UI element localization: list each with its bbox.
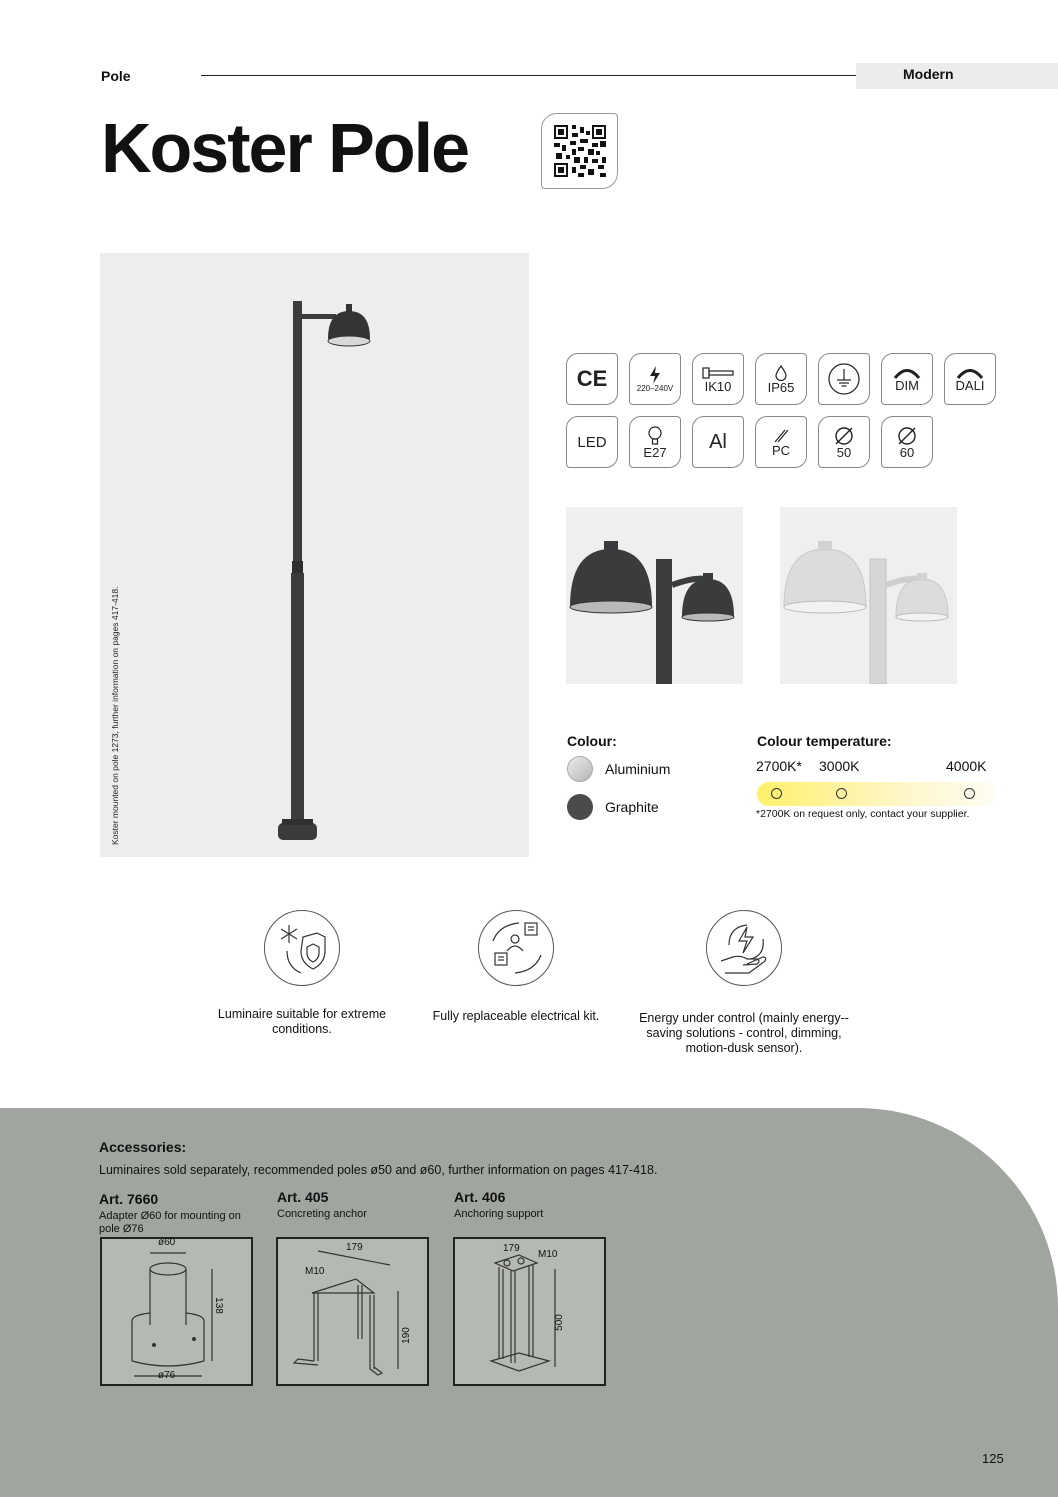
art-7660-dim-height: 138: [212, 1297, 224, 1314]
diameter-symbol-icon: [897, 426, 917, 446]
ip65-icon: [755, 353, 807, 405]
art-405-dim-height: 190: [400, 1327, 412, 1344]
qr-code[interactable]: [541, 113, 618, 189]
ground-symbol-icon: [827, 362, 861, 396]
lightning-icon: [648, 366, 662, 384]
dim-arc-icon: [892, 367, 922, 379]
ce-label: CE: [576, 366, 608, 391]
ik10-label: IK10: [704, 378, 732, 394]
art-405-title: Art. 405: [277, 1189, 329, 1205]
art-405-dim-width: 179: [346, 1242, 363, 1253]
replaceable-kit-icon: [478, 910, 554, 986]
art-406-dim-height: 500: [553, 1314, 565, 1331]
ce-icon: [566, 353, 618, 405]
photo-caption: Koster mounted on pole 1273, further information on pages 417-418.: [110, 586, 120, 845]
art-7660-title: Art. 7660: [99, 1191, 159, 1207]
diameter-60-label: 60: [899, 444, 915, 460]
colour-temperature-heading: Colour temperature:: [757, 733, 892, 749]
pc-lines-icon: [773, 428, 789, 444]
accessories-subtitle: Luminaires sold separately, recommended poles ø50 and ø60, further information on pages 417-418.: [99, 1163, 658, 1177]
voltage-label: 220–240V: [636, 383, 674, 393]
water-drop-icon: [775, 365, 787, 381]
hammer-icon: [701, 366, 735, 380]
diameter-60-icon: [881, 416, 933, 468]
temp-4000-label: 4000K: [946, 758, 987, 774]
temp-2700-label: 2700K*: [756, 758, 802, 774]
e27-label: E27: [643, 444, 667, 460]
art-406-title: Art. 406: [454, 1189, 506, 1205]
style-tag: Modern: [856, 63, 1058, 89]
dim-label: DIM: [895, 377, 919, 393]
aluminium-swatch[interactable]: [567, 756, 593, 782]
led-icon: [566, 416, 618, 468]
art-7660-desc: Adapter Ø60 for mounting on pole Ø76: [99, 1210, 241, 1235]
category-label: Pole: [101, 68, 131, 84]
accessories-heading: Accessories:: [99, 1139, 187, 1155]
art-406-desc: Anchoring support: [454, 1208, 544, 1220]
art-7660-drawing: [100, 1237, 253, 1386]
temp-3000-label: 3000K: [819, 758, 860, 774]
aluminium-variant-photo: [780, 507, 957, 684]
header-divider: [201, 75, 856, 76]
art-7660-dim-bottom: ø76: [158, 1370, 176, 1381]
diameter-symbol-icon: [834, 426, 854, 446]
e27-icon: [629, 416, 681, 468]
art-405-dim-thread: M10: [305, 1266, 325, 1277]
art-405-desc: Concreting anchor: [277, 1208, 367, 1220]
page-title: Koster Pole: [101, 109, 468, 187]
temp-3000-marker: [836, 788, 847, 799]
art-405-drawing: [276, 1237, 429, 1386]
colour-temperature-bar: [757, 782, 996, 806]
temp-2700-marker: [771, 788, 782, 799]
feature-replaceable-kit: Fully replaceable electrical kit.: [432, 1009, 600, 1023]
snowflake-shield-icon: [264, 910, 340, 986]
dali-label: DALI: [955, 377, 985, 393]
earth-icon: [818, 353, 870, 405]
graphite-variant-photo: [566, 507, 743, 684]
graphite-swatch[interactable]: [567, 794, 593, 820]
graphite-label: Graphite: [605, 799, 659, 815]
temp-4000-marker: [964, 788, 975, 799]
colour-heading: Colour:: [567, 733, 617, 749]
dali-icon: [944, 353, 996, 405]
art-406-drawing: [453, 1237, 606, 1386]
bulb-icon: [648, 426, 662, 446]
al-icon: [692, 416, 744, 468]
pc-icon: [755, 416, 807, 468]
ik10-icon: [692, 353, 744, 405]
diameter-50-icon: [818, 416, 870, 468]
art-406-dim-thread: M10: [538, 1249, 558, 1260]
ip65-label: IP65: [767, 379, 795, 395]
led-label: LED: [577, 433, 607, 451]
pc-label: PC: [771, 442, 791, 458]
temperature-note: *2700K on request only, contact your supplier.: [756, 808, 970, 820]
product-photo: [100, 253, 529, 857]
energy-hand-icon: [706, 910, 782, 986]
art-406-dim-width: 179: [503, 1243, 520, 1254]
voltage-icon: [629, 353, 681, 405]
dali-arc-icon: [955, 367, 985, 379]
feature-energy-control: Energy under control (mainly energy--saving solutions - control, dimming, motion-dusk sensor).: [639, 1011, 849, 1055]
aluminium-label: Aluminium: [605, 761, 671, 777]
page-number: 125: [982, 1451, 1004, 1466]
qr-code-icon: [554, 125, 606, 177]
al-label: Al: [709, 430, 727, 453]
dim-icon: [881, 353, 933, 405]
art-7660-dim-top: ø60: [158, 1237, 176, 1248]
diameter-50-label: 50: [836, 444, 852, 460]
feature-extreme-conditions: Luminaire suitable for extreme conditions.: [217, 1007, 387, 1036]
